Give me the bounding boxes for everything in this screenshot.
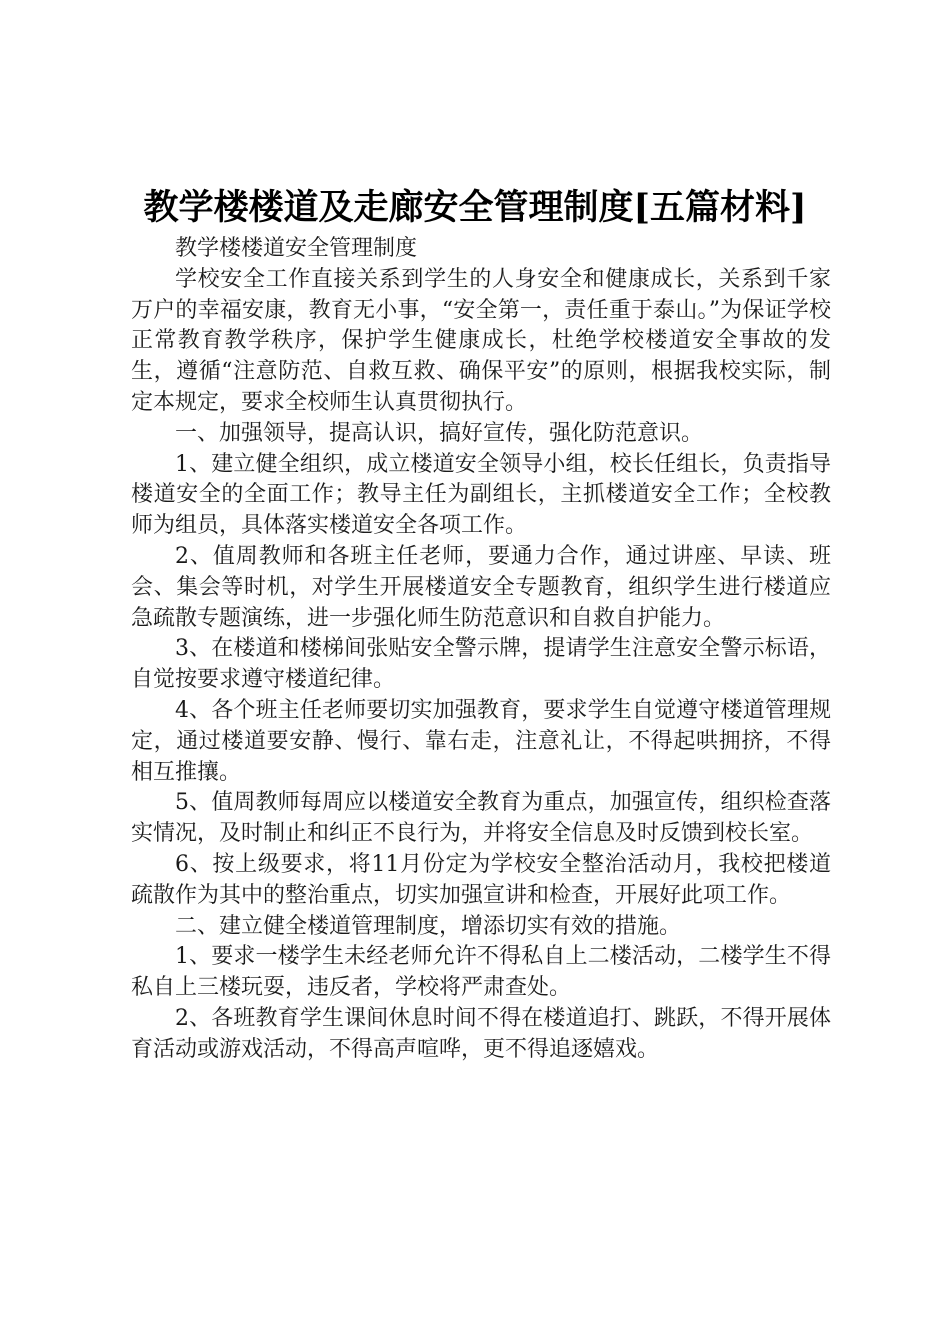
document-body (131, 234, 831, 1066)
paragraph-item: 1、建立健全组织，成立楼道安全领导小组，校长任组长，负责指导楼道安全的全面工作；教导主任为副组长，主抓楼道安全工作；全校教师为组员，具体落实楼道安全各项工作。 (131, 451, 831, 539)
section-heading-1: 一、加强领导，提高认识，搞好宣传，强化防范意识。 (175, 420, 704, 446)
paragraph-item: 3、在楼道和楼梯间张贴安全警示牌，提请学生注意安全警示标语，自觉按要求遵守楼道纪律。 (131, 636, 831, 693)
paragraph-item: 6、按上级要求，将11月份定为学校安全整治活动月，我校把楼道疏散作为其中的整治重点，切实加强宣讲和检查，开展好此项工作。 (131, 851, 831, 908)
section-heading: 教学楼楼道安全管理制度 (175, 236, 418, 261)
paragraph-item: 2、各班教育学生课间休息时间不得在楼道追打、跳跃，不得开展体育活动或游戏活动，不得高声喧哗，更不得追逐嬉戏。 (131, 1005, 831, 1062)
paragraph-item: 1、要求一楼学生未经老师允许不得私自上二楼活动，二楼学生不得私自上三楼玩耍，违反者，学校将严肃查处。 (131, 944, 831, 1001)
paragraph-intro: 学校安全工作直接关系到学生的人身安全和健康成长，关系到千家万户的幸福安康，教育无小事，“安全第一，责任重于泰山。”为保证学校正常教育教学秩序，保护学生健康成长，杜绝学校楼道安全事故的发生，遵循“注意防范、自救互救、确保平安”的原则，根据我校实际，制定本规定，要求全校师生认真贯彻执行。 (131, 266, 831, 415)
section-heading-2: 二、建立健全楼道管理制度，增添切实有效的措施。 (175, 913, 682, 939)
document-title: 教学楼楼道及走廊安全管理制度[五篇材料] (143, 187, 807, 228)
paragraph-item: 5、值周教师每周应以楼道安全教育为重点，加强宣传，组织检查落实情况，及时制止和纠正不良行为，并将安全信息及时反馈到校长室。 (131, 790, 831, 847)
paragraph-item: 4、各个班主任老师要切实加强教育，要求学生自觉遵守楼道管理规定，通过楼道要安静、慢行、靠右走，注意礼让，不得起哄拥挤，不得相互推攘。 (131, 697, 831, 785)
paragraph-item: 2、值周教师和各班主任老师，要通力合作，通过讲座、早读、班会、集会等时机，对学生开展楼道安全专题教育，组织学生进行楼道应急疏散专题演练，进一步强化师生防范意识和自救自护能力。 (131, 543, 831, 631)
